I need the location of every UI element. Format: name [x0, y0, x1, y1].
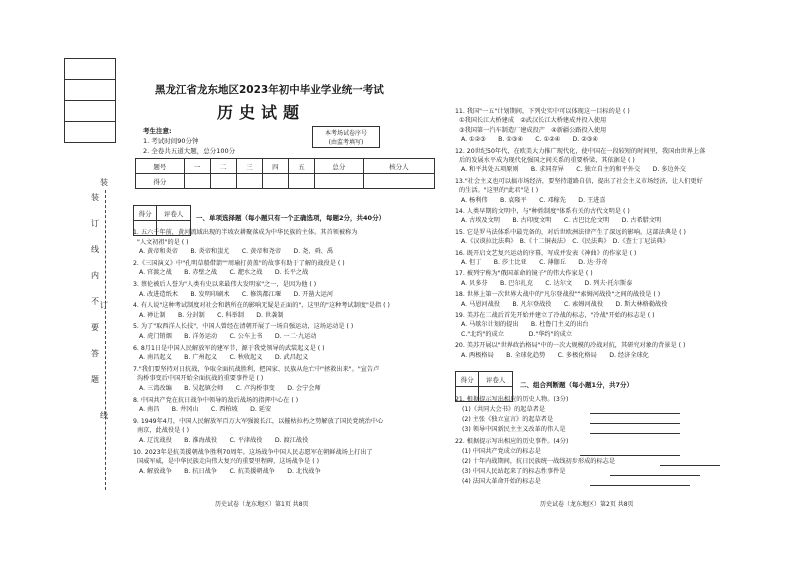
left-question-7-stem: 沟桥事变后中国开始全面抗战的重要事件是 ( ) [137, 375, 264, 383]
side-vertical-char: 内 [91, 271, 99, 280]
grader-name-label: 评卷人 [157, 206, 191, 221]
side-vertical-char: 要 [91, 323, 99, 332]
q21-answer-line-2[interactable] [590, 423, 680, 424]
binding-word-3: 线 [100, 411, 108, 420]
left-question-1-options[interactable]: A. 黄帝和炎帝 B. 炎帝和蚩尤 C. 黄帝和尧帝 D. 尧、舜、禹 [139, 248, 334, 256]
right-question-3-options[interactable]: A. 杨利伟 B. 袁隆平 C. 邓稼先 D. 王进喜 [461, 196, 606, 204]
side-vertical-text [90, 185, 100, 393]
score-col-2: 二 [210, 159, 236, 174]
score-col-5: 五 [288, 159, 314, 174]
seat-number-box [312, 126, 380, 148]
left-question-1-stem: 1. 五六千年前，黄河流域出现的半坡农耕聚落成为中华民族的主体。其首领被称为 [133, 229, 358, 236]
q22-answer-line-2[interactable] [660, 465, 720, 466]
side-vertical-char: 订 [91, 219, 99, 228]
right-question-9-options-2[interactable]: C."北约"的成立 D."华约"的成立 [461, 330, 573, 338]
left-question-7-stem: 7."我们要坚持对日抗战，争取全面抗战胜利，把国家、民族从危亡中"拯救出来"。"宣告卢 [133, 365, 380, 373]
q22-item-3: (3) 中国人民站起来了的标志性事件是 [462, 468, 566, 475]
left-question-3-options[interactable]: A. 改进造纸术 B. 发明印刷术 C. 修筑都江堰 D. 开凿大运河 [139, 290, 334, 298]
q21-item-1: (1)《共同大会书》的起草者是 [462, 406, 546, 413]
q22-answer-line-3[interactable] [610, 475, 700, 476]
left-question-10-options[interactable]: A. 解放战争 B. 抗日战争 C. 抗美援朝战争 D. 北伐战争 [139, 467, 321, 475]
binding-word-2: 订 [100, 301, 108, 310]
score-cell[interactable] [288, 174, 314, 189]
q22-item-2: (2) 十年内战期间，抗日民族统一战线初步形成的标志是 [462, 458, 616, 465]
q22-item-4: (4) 法国大革命开始的标志是 [462, 478, 541, 485]
right-question-1-stem: 11. 我国"一五"计划期间，下列史实中可以体现这一目标的是 ( ) [455, 108, 630, 115]
section1-title: 一、单项选择题（每小题只有一个正确选项，每题2分，共40分） [196, 214, 386, 222]
left-question-9-stem: 南京，此战役是 ( ) [137, 427, 190, 435]
score-col-6: 总分 [314, 159, 363, 174]
left-question-7-options[interactable]: A. 三湾改编 B. 吴起镇会师 C. 卢沟桥事变 D. 会宁会师 [139, 385, 321, 392]
right-question-2-stem: 后的发展水平成为现代化强国之间关系的重要桥梁，其依据是 ( ) [459, 157, 635, 164]
right-question-4-options[interactable]: A. 古埃及文明 B. 古印度文明 C. 古巴比伦文明 D. 古希腊文明 [461, 217, 662, 225]
side-vertical-char: 题 [91, 375, 99, 384]
score-cell[interactable] [262, 174, 288, 189]
q21-answer-line-1[interactable] [590, 413, 680, 414]
right-question-1-stem: ①我国长江大桥建成 ②武汉长江大桥建成并投入使用 [459, 117, 607, 125]
right-question-6-stem: 16. 既开启文艺复兴运动的序幕，写成并发表《神曲》的作家是 ( ) [455, 249, 637, 257]
left-question-2-options[interactable]: A. 官渡之战 B. 赤壁之战 C. 淝水之战 D. 长平之战 [139, 269, 309, 277]
left-question-9-options[interactable]: A. 辽沈战役 B. 淮海战役 C. 平津战役 D. 渡江战役 [139, 437, 309, 444]
left-question-8-options[interactable]: A. 南昌 B. 井冈山 C. 西柏坡 D. 延安 [139, 406, 272, 414]
score-row-label: 得分 [136, 174, 185, 189]
left-question-6-options[interactable]: A. 南昌起义 B. 广州起义 C. 秋收起义 D. 武昌起义 [139, 354, 309, 362]
binding-word-1: 装 [100, 178, 108, 187]
left-question-6-stem: 6. 8月1日是中国人民解放军的建军节，源于我党领导的武装起义是 ( ) [133, 344, 325, 352]
q21-item-2: (2) 主张《独立宣言》的起草者是 [462, 416, 554, 423]
left-question-1-stem: "人文初祖"的是 ( ) [137, 238, 189, 246]
footer-page-2: 历史试卷（龙东地区）第2页 共8页 [540, 501, 634, 508]
right-question-10-stem: 20. 美苏开展以"世界政治格局"中的一次大规模的冷战对抗，其研究对象的背景是 ( ) [455, 342, 686, 350]
left-question-2-stem: 2.《三国演义》中"孔明草船借箭""周瑜打黄盖"的故事有助于了解的战役是 ( ) [133, 259, 345, 267]
left-question-5-options[interactable]: A. 虎门销烟 B. 洋务运动 C. 公车上书 D. 一二·九运动 [139, 333, 317, 340]
score-table [135, 158, 435, 189]
right-question-1-stem: ③我国第一汽车制造厂建成投产 ④新疆公路投入使用 [459, 126, 607, 134]
q21-intro: 21. 根据提示写出相应的历史人物。(3分) [455, 396, 569, 403]
left-question-9-stem: 9. 1949年4月，中国人民解放军百万大军强渡长江，以摧枯拉朽之势解放了国民党统治中心 [133, 417, 384, 425]
right-question-2-options[interactable]: A. 和平共处五项原则 B. 求同存异 C. 独立自主的和平外交 D. 多边外交 [461, 166, 686, 174]
footer-page-1: 历史试卷（龙东地区）第1页 共8页 [215, 501, 309, 508]
right-question-4-stem: 14. 人类早期的文明中，与"种姓制度"体系有关的古代文明是 ( ) [455, 208, 630, 215]
q21-item-3: (3) 领导中国新民主主义改革的伟人是 [462, 426, 566, 433]
right-question-5-stem: 15. 它是罗马法体系中最完备的，对后世欧洲法律产生了深远的影响。这部法典是 ( ) [455, 228, 686, 236]
right-question-9-stem: 19. 美苏在二战后首先开始并建立了冷战的标志，"冷战"开始的标志是 ( ) [455, 312, 655, 319]
exam-title: 黑龙江省龙东地区2023年初中毕业学业统一考试 [155, 84, 384, 96]
left-question-8-stem: 8. 中国共产党在抗日战争中领导的敌后战场的指挥中心在 ( ) [133, 396, 299, 404]
binding-line [105, 190, 106, 490]
notes-item-1: 1. 考试时间90分钟 [143, 137, 199, 145]
right-question-10-options[interactable]: A. 两极格局 B. 全球化趋势 C. 多极化格局 D. 经济全球化 [461, 351, 649, 359]
right-question-3-stem: 13."社会主义也可以搞市场经济，要坚持道路自信，提出了社会主义市场经济，让人们更好 [455, 177, 703, 185]
score-col-3: 三 [236, 159, 262, 174]
q22-answer-line-4[interactable] [590, 485, 690, 486]
score-cell[interactable] [314, 174, 363, 189]
left-question-5-stem: 5. 为了"取西洋人长技"，中国人曾经在清朝开展了一场自强运动，这场运动是 ( ) [133, 323, 354, 331]
section2-title: 二、组合判断题（每小题1分，共7分） [520, 381, 634, 389]
left-question-4-options[interactable]: A. 禅让制 B. 分封制 C. 科举制 D. 世袭制 [139, 311, 284, 319]
left-question-3-stem: 3. 蔡伦被后人誉为"人类有史以来最伟大发明家"之一，是因为他 ( ) [133, 281, 317, 288]
score-cell[interactable] [363, 174, 434, 189]
right-question-7-options[interactable]: A. 贝多芬 B. 巴尔扎克 C. 达尔文 D. 列夫·托尔斯泰 [461, 279, 633, 287]
right-question-6-options[interactable]: A. 但丁 B. 莎士比亚 C. 薄伽丘 D. 达·芬奇 [461, 259, 608, 266]
right-question-9-options[interactable]: A. 马歇尔计划的提出 B. 杜鲁门主义的出台 [461, 321, 589, 329]
left-question-10-stem: 国威军威，是中华民族走向伟大复兴的重要里程碑，这场战争是 ( ) [137, 458, 320, 466]
score-cell[interactable] [184, 174, 210, 189]
score-col-7: 核分人 [363, 159, 434, 174]
left-question-4-stem: 4. 有人说"这种考试制度对社会和谐所在的影响无疑是正面的"，这里的"这种考试制度"是指 ( ) [133, 302, 390, 310]
q21-answer-line-3[interactable] [590, 433, 680, 434]
score-cell[interactable] [210, 174, 236, 189]
right-question-7-stem: 17. 被列宁称为"俄国革命的镜子"的伟大作家是 ( ) [455, 270, 593, 278]
side-vertical-char: 不 [91, 297, 99, 306]
right-question-3-stem: 的生活。"这里的"此君"是 ( ) [459, 187, 539, 195]
q22-answer-line-1[interactable] [580, 455, 680, 456]
grader-score-label: 得分 [134, 206, 157, 221]
q22-intro: 22. 根据提示写出相应的历史事件。(4分) [455, 438, 569, 445]
score-col-0: 题号 [136, 159, 185, 174]
subject-title: 历史试题 [217, 103, 306, 122]
notes-item-2: 2. 全卷共五道大题，总分100分 [143, 147, 236, 155]
score-col-1: 一 [184, 159, 210, 174]
score-table-score-row [136, 174, 435, 189]
side-vertical-char: 线 [91, 245, 99, 254]
side-vertical-char: 装 [91, 193, 99, 202]
side-score-box [64, 58, 116, 143]
score-cell[interactable] [236, 174, 262, 189]
right-question-2-stem: 12. 20世纪50年代，在欧美大力推广现代化，使中国在一段较短的时间里，我国由世界上落 [455, 147, 706, 155]
left-question-10-stem: 10. 2023年是抗美援朝战争胜利70周年。这场战争中国人民志愿军在朝鲜战场上打出了 [133, 448, 373, 456]
seat-box-line-2: (由监考填写) [328, 139, 364, 146]
right-question-8-options[interactable]: A. 马恩河战役 B. 凡尔登战役 C. 索姆河战役 D. 斯大林格勒战役 [461, 300, 668, 308]
right-question-5-options[interactable]: A.《汉谟拉比法典》 B.《十二铜表法》 C.《民法典》 D.《查士丁尼法典》 [461, 238, 669, 246]
seat-box-line-1: 本考场试卷序号 [324, 130, 367, 137]
right-question-1-options[interactable]: A. ①②③ B. ①③④ C. ①②④ D. ②③④ [461, 136, 598, 144]
grader-name-label-2: 评卷人 [479, 372, 513, 387]
score-col-4: 四 [262, 159, 288, 174]
grader-score-label-2: 得分 [456, 372, 479, 387]
notes-label: 考生注意: [143, 127, 172, 135]
score-table-header-row [136, 159, 435, 174]
side-vertical-char: 答 [91, 349, 99, 358]
q22-item-1: (1) 中国共产党成立的标志是 [462, 448, 541, 455]
right-question-8-stem: 18. 世界上第一次世界大战中的"凡尔登战役""索姆河战役"之间的战役是 ( ) [455, 291, 661, 299]
